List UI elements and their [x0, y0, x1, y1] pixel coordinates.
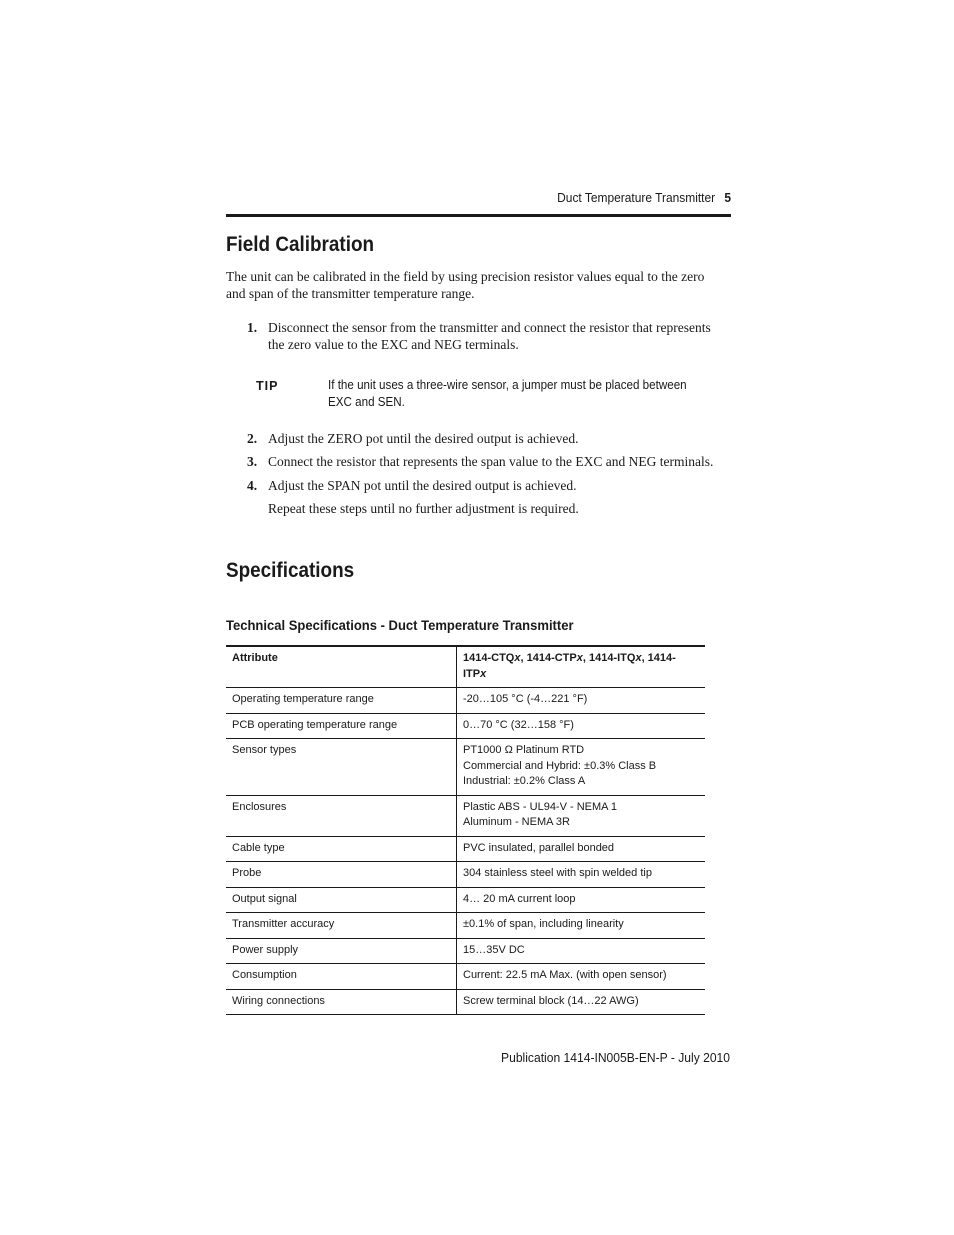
header-rule — [226, 214, 731, 217]
table-row — [226, 713, 705, 739]
row-attribute: Cable type — [226, 836, 457, 862]
row-value: PVC insulated, parallel bonded — [457, 836, 706, 862]
row-attribute: Output signal — [226, 887, 457, 913]
field-calibration-heading: Field Calibration — [226, 233, 375, 256]
specifications-table — [226, 645, 705, 1015]
step-text: Adjust the ZERO pot until the desired output is achieved. — [268, 431, 579, 446]
tip-label: TIP — [256, 379, 279, 393]
table-row — [226, 862, 705, 888]
repeat-note: Repeat these steps until no further adjustment is required. — [268, 501, 579, 516]
row-value: Current: 22.5 mA Max. (with open sensor) — [457, 964, 706, 990]
publication-footer: Publication 1414-IN005B-EN-P - July 2010 — [501, 1050, 730, 1065]
table-row — [226, 989, 705, 1015]
row-value: 15…35V DC — [457, 938, 706, 964]
page-number: 5 — [724, 190, 731, 205]
row-attribute: PCB operating temperature range — [226, 713, 457, 739]
step-number: 4. — [247, 478, 258, 493]
table-row — [226, 938, 705, 964]
specifications-heading: Specifications — [226, 559, 355, 582]
table-row — [226, 913, 705, 939]
row-attribute: Enclosures — [226, 795, 457, 836]
table-row — [226, 688, 705, 714]
row-attribute: Consumption — [226, 964, 457, 990]
row-value: Screw terminal block (14…22 AWG) — [457, 989, 706, 1015]
field-calibration-intro: The unit can be calibrated in the field by using precision resistor values equal to the zero and span of the transmitter temperature range. — [226, 269, 705, 301]
row-value: 304 stainless steel with spin welded tip — [457, 862, 706, 888]
step-number: 1. — [247, 320, 258, 335]
table-header-row — [226, 646, 705, 688]
header-title: Duct Temperature Transmitter — [557, 190, 716, 205]
step-text: Connect the resistor that represents the span value to the EXC and NEG terminals. — [268, 454, 714, 469]
table-row — [226, 964, 705, 990]
row-attribute: Wiring connections — [226, 989, 457, 1015]
running-header — [266, 190, 731, 210]
row-value: -20…105 °C (-4…221 °F) — [457, 688, 706, 714]
step-number: 2. — [247, 431, 258, 446]
row-value: 4… 20 mA current loop — [457, 887, 706, 913]
row-value: PT1000 Ω Platinum RTD Commercial and Hybrid: ±0.3% Class B Industrial: ±0.2% Class A — [457, 739, 706, 796]
header-attribute: Attribute — [226, 646, 457, 688]
row-value: 0…70 °C (32…158 °F) — [457, 713, 706, 739]
row-attribute: Transmitter accuracy — [226, 913, 457, 939]
header-catalog-numbers: 1414-CTQx, 1414-CTPx, 1414-ITQx, 1414-ITPx — [457, 646, 706, 688]
row-attribute: Operating temperature range — [226, 688, 457, 714]
row-value: ±0.1% of span, including linearity — [457, 913, 706, 939]
row-value: Plastic ABS - UL94-V - NEMA 1 Aluminum - NEMA 3R — [457, 795, 706, 836]
table-row — [226, 887, 705, 913]
row-attribute: Power supply — [226, 938, 457, 964]
table-row — [226, 795, 705, 836]
row-attribute: Probe — [226, 862, 457, 888]
table-row — [226, 739, 705, 796]
step-text: Disconnect the sensor from the transmitter and connect the resistor that represents the zero value to the EXC and NEG terminals. — [268, 320, 711, 352]
row-attribute: Sensor types — [226, 739, 457, 796]
tip-text: If the unit uses a three-wire sensor, a jumper must be placed between EXC and SEN. — [328, 378, 687, 409]
step-text: Adjust the SPAN pot until the desired output is achieved. — [268, 478, 577, 493]
table-caption: Technical Specifications - Duct Temperature Transmitter — [226, 617, 574, 633]
step-number: 3. — [247, 454, 258, 469]
table-row — [226, 836, 705, 862]
